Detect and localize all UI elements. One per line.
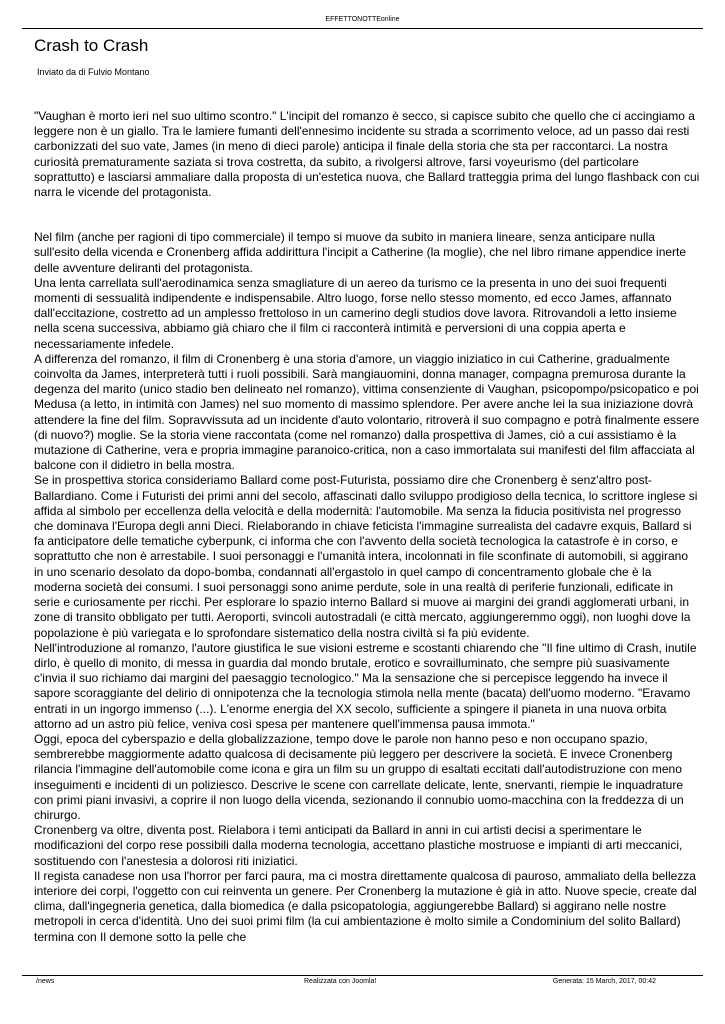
site-header: EFFETTONOTTEonline (325, 16, 400, 23)
article-paragraph: Il regista canadese non usa l'horror per farci paura, ma ci mostra direttamente qualcosa di pauroso, ammaliato della bellezza interiore dei corpi, l'oggetto con cui reinventa un genere. Per Cronenberg la mutazione è già in atto. Nuove specie, create dal clima, dall'ingegneria genetica, dalla biomedica (e dalla psicopatologia, aggiungerebbe Ballard) si aggirano nelle nostre metropoli in cerca d'identità. Uno dei suoi primi film (la cui ambientazione è molto simile a Condominium del solito Ballard) termina con Il demone sotto la pelle che (34, 868, 697, 944)
footer-generated-date: Generata: 15 March, 2017, 00:42 (552, 978, 656, 985)
article-title: Crash to Crash (34, 36, 149, 55)
article-paragraph: Nel film (anche per ragioni di tipo commerciale) il tempo si muove da subito in maniera lineare, senza anticipare nulla sull'esito della vicenda e Cronenberg affida addirittura l'incipit a Catherine (la moglie), che nel libro rimane appendice inerte delle avventure deliranti del protagonista. (34, 230, 687, 275)
article-paragraph: Cronenberg va oltre, diventa post. Rielabora i temi anticipati da Ballard in anni in cui artisti decisi a sperimentare le modificazioni del corpo rese possibili dalla moderna tecnologia, accettano plastiche mostruose e impianti di arti meccanici, sostituendo con l'anestesia a dolorosi riti iniziatici. (34, 823, 683, 868)
footer-news-link[interactable]: /news (36, 978, 55, 985)
article-paragraph: Una lenta carrellata sull'aerodinamica senza smagliature di un aereo da turismo ce la presenta in uno dei suoi frequenti momenti di sessualità indipendente e indispensabile. Altro luogo, forse nello stesso momento, ed ecco James, affannato dall'eccitazione, costretto ad un amplesso frettoloso in un camerino degli studios dove lavora. Ritrovandoli a letto insieme nella scena successiva, abbiamo già chiaro che il film ci racconterà intimità e perversioni di una coppia aperta e necessariamente infedele. (34, 275, 677, 351)
article-paragraph: Nell'introduzione al romanzo, l'autore giustifica le sue visioni estreme e scostanti chiarendo che "Il fine ultimo di Crash, inutile dirlo, è quello di monito, di messa in guardia dal mondo brutale, erotico e sovrailluminato, che sempre più suasivamente c'invia il suo richiamo dai margini del paesaggio tecnologico." Ma la sensazione che si percepisce leggendo ha invece il sapore scoraggiante del delirio di onnipotenza che la tecnologia stimola nella mente (bacata) dell'uomo moderno. "Eravamo entrati in un ingorgo immenso (...). L'enorme energia del XX secolo, sufficiente a spingere il pianeta in una nuova orbita attorno ad un astro più felice, veniva così spesa per mantenere quell'immensa pausa immota." (34, 640, 697, 731)
article-byline: Inviato da di Fulvio Montano (37, 67, 150, 77)
article-paragraph: Se in prospettiva storica consideriamo Ballard come post-Futurista, possiamo dire che Cronenberg è senz'altro post-Ballardiano. Come i Futuristi dei primi anni del secolo, affascinati dallo sviluppo prodigioso della tecnica, lo scrittore inglese si affida al simbolo per eccellenza della velocità e della modernità: l'automobile. Ma senza la fiducia positivista nel progresso che dominava l'Europa degli anni Dieci. Rielaborando in chiave feticista l'immagine surrealista del cadavre exquis, Ballard si fa anticipatore delle tematiche cyberpunk, ci informa che con l'avvento della società tecnologica la catastrofe è in corso, e soprattutto che non è arrestabile. I suoi personaggi e l'umanità intera, incolonnati in file sconfinate di automobili, si aggirano in uno scenario desolato da dopo-bomba, condannati all'ergastolo in quel campo di concentramento globale che è la moderna società dei consumi. I suoi personaggi sono anime perdute, sole in una realtà di periferie funzionali, edificate in serie e curiosamente per ricchi. Per esplorare lo spazio interno Ballard si muove ai margini dei grandi agglomerati urbani, in zone di transito obbligato per tutti. Aeroporti, svincoli autostradali (e città mercato, aggiungeremmo oggi), non luoghi dove la popolazione è più variegata e lo sprofondare sistematico della nostra civiltà si fa più evidente. (34, 473, 698, 640)
article-intro: "Vaughan è morto ieri nel suo ultimo scontro." L'incipit del romanzo è secco, si capisce subito che quello che ci accingiamo a leggere non è un giallo. Tra le lamiere fumanti dell'ennesimo incidente su strada a scorrimento veloce, ad un passo dai resti carbonizzati del suo vate, James (in meno di dieci parole) anticipa il finale della storia che sta per raccontarci. La nostra curiosità prematuramente saziata si trova costretta, da subito, a rivolgersi altrove, farsi voyeurismo (del particolare soprattutto) e lasciarsi ammaliare dalla proposta di un'estetica nuova, che Ballard tratteggia prima del lungo flashback con cui narra le vicende del protagonista. (34, 109, 700, 200)
article-body (34, 109, 700, 945)
footer-powered-by: Realizzata con Joomla! (304, 978, 377, 985)
header-divider (22, 28, 703, 29)
article-paragraph: A differenza del romanzo, il film di Cronenberg è una storia d'amore, un viaggio iniziatico in cui Catherine, gradualmente coinvolta da James, interpreterà tutti i ruoli possibili. Sarà mangiauomini, donna manager, compagna premurosa durante la degenza del marito (unico stadio ben delineato nel romanzo), vittima consenziente di Vaughan, psicopompo/psicopatico e poi Medusa (a letto, in intimità con James) nel suo momento di massimo splendore. Per avere anche lei la sua iniziazione dovrà attendere la fine del film. Sopravvissuta ad un incidente d'auto volontario, ritroverà il suo compagno e potrà finalmente essere (di nuovo?) moglie. Se la storia viene raccontata (come nel romanzo) dalla prospettiva di James, ciò a cui assistiamo è la mutazione di Catherine, vera e propria immagine paranoico-critica, non a caso immortalata sui manifesti del film affacciata al balcone con il didietro in bella mostra. (34, 351, 700, 473)
article-paragraph: Oggi, epoca del cyberspazio e della globalizzazione, tempo dove le parole non hanno peso e non occupano spazio, sembrerebbe maggiormente adatto qualcosa di decisamente più leggero per descrivere la società. E invece Cronenberg rilancia l'immagine dell'automobile come icona e gira un film su un gruppo di esaltati eccitati dall'autodistruzione con meno inseguimenti e incidenti di un poliziesco. Descrive le scene con carrellate delicate, lente, snervanti, riempie le inquadrature con primi piani invasivi, a coprire il non luogo della vicenda, sezionando il connubio uomo-macchina con la freddezza di un chirurgo. (34, 731, 684, 822)
footer-divider (22, 975, 703, 976)
